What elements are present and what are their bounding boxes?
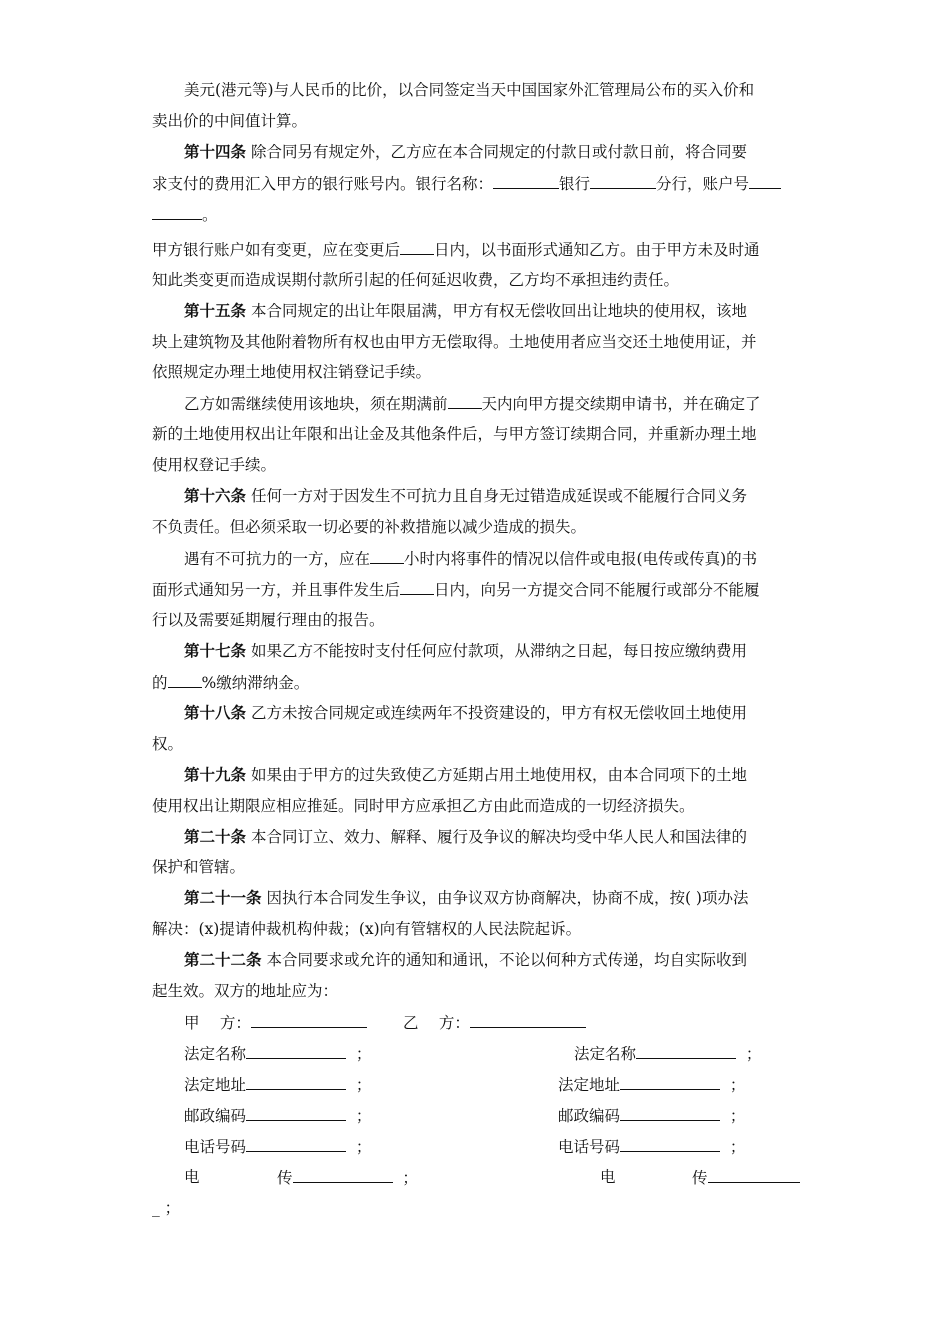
article-18: 第十八条 乙方未按合同规定或连续两年不投资建设的，甲方有权无偿收回土地使用 (184, 703, 747, 722)
blank-party-b (470, 1012, 586, 1028)
text-line: 美元(港元等)与人民币的比价，以合同签定当天中国国家外汇管理局公布的买入价和 (184, 81, 755, 99)
article-title: 第二十条 (184, 827, 247, 846)
article-20: 第二十条 本合同订立、效力、解释、履行及争议的解决均受中华人民人和国法律的 (184, 827, 747, 846)
fax-a-char1: 电 (184, 1168, 200, 1186)
article-title: 第十七条 (184, 641, 247, 660)
fax-b-char1: 电 (600, 1168, 616, 1186)
text-line: 使用权登记手续。 (152, 456, 277, 474)
article-title: 第十九条 (184, 765, 247, 784)
article-title: 第十六条 (184, 486, 247, 505)
blank-account-cont (152, 204, 202, 220)
text-line: 块上建筑物及其他附着物所有权也由甲方无偿取得。土地使用者应当交还土地使用证，并 (152, 333, 757, 351)
text-line: 权。 (152, 735, 184, 753)
blank-days (400, 239, 434, 255)
article-16: 第十六条 任何一方对于因发生不可抗力且自身无过错造成延误或不能履行合同义务 (184, 486, 747, 505)
postal-code-a: 邮政编码 ； (184, 1107, 372, 1125)
text-line: 。 (152, 204, 218, 225)
legal-name-b: 法定名称 ； (574, 1045, 762, 1063)
text-line: 使用权出让期限应相应推延。同时甲方应承担乙方由此而造成的一切经济损失。 (152, 797, 695, 815)
article-19: 第十九条 如果由于甲方的过失致使乙方延期占用土地使用权，由本合同项下的土地 (184, 765, 747, 784)
text-line: 面形式通知另一方，并且事件发生后 日内，向另一方提交合同不能履行或部分不能履 (152, 581, 760, 599)
postal-code-b: 邮政编码 ； (558, 1107, 746, 1125)
blank-days (400, 579, 434, 595)
article-17: 第十七条 如果乙方不能按时支付任何应付款项，从滞纳之日起，每日按应缴纳费用 (184, 641, 747, 660)
article-title: 第二十二条 (184, 950, 262, 969)
blank-hours (370, 548, 404, 564)
article-title: 第十五条 (184, 301, 247, 320)
text-line: 依照规定办理土地使用权注销登记手续。 (152, 363, 432, 381)
blank-party-a (251, 1012, 367, 1028)
text-line: 行以及需要延期履行理由的报告。 (152, 611, 385, 629)
text-line: 乙方如需继续使用该地块，须在期满前 天内向甲方提交续期申请书，并在确定了 (184, 395, 761, 413)
fax-a: 传 ； (277, 1169, 418, 1187)
text-line: 起生效。双方的地址应为： (152, 982, 339, 1000)
fax-b-cont: _ ； (152, 1199, 181, 1217)
text-line: 卖出价的中间值计算。 (152, 112, 308, 130)
text-line: 求支付的费用汇入甲方的银行账号内。银行名称： 银行 分行，账户号 (152, 173, 781, 194)
text-line: 不负责任。但必须采取一切必要的补救措施以减少造成的损失。 (152, 518, 587, 536)
article-15: 第十五条 本合同规定的出让年限届满，甲方有权无偿收回出让地块的使用权，该地 (184, 301, 747, 320)
party-a-row: 甲 方： (184, 1012, 367, 1033)
text-line: 遇有不可抗力的一方，应在 小时内将事件的情况以信件或电报(电传或传真)的书 (184, 550, 758, 568)
blank-percent (168, 672, 202, 688)
phone-b: 电话号码 ； (558, 1138, 746, 1156)
blank-branch (590, 173, 656, 189)
legal-address-a: 法定地址 ； (184, 1076, 372, 1094)
text-line: 知此类变更而造成误期付款所引起的任何延迟收费，乙方均不承担违约责任。 (152, 271, 680, 289)
text-line: 甲方银行账户如有变更，应在变更后 日内，以书面形式通知乙方。由于甲方未及时通 (152, 241, 760, 259)
article-21: 第二十一条 因执行本合同发生争议，由争议双方协商解决，协商不成，按( )项办法 (184, 888, 749, 907)
blank-account (749, 173, 781, 189)
legal-name-a: 法定名称 ； (184, 1045, 372, 1063)
article-title: 第十四条 (184, 142, 247, 161)
text-line: 解决：(x)提请仲裁机构仲裁；(x)向有管辖权的人民法院起诉。 (152, 920, 582, 938)
blank-days (448, 393, 482, 409)
article-14: 第十四条 除合同另有规定外，乙方应在本合同规定的付款日或付款日前，将合同要 (184, 142, 747, 161)
fax-b: 传 (692, 1167, 800, 1188)
text-line: 新的土地使用权出让年限和出让金及其他条件后，与甲方签订续期合同，并重新办理土地 (152, 425, 757, 443)
article-title: 第二十一条 (184, 888, 262, 907)
article-title: 第十八条 (184, 703, 247, 722)
party-b-row: 乙 方： (403, 1012, 586, 1033)
legal-address-b: 法定地址 ； (558, 1076, 746, 1094)
article-22: 第二十二条 本合同要求或允许的通知和通讯，不论以何种方式传递，均自实际收到 (184, 950, 747, 969)
text-line: 保护和管辖。 (152, 858, 246, 876)
text-line: 的 %缴纳滞纳金。 (152, 674, 310, 692)
blank-bank (493, 173, 559, 189)
phone-a: 电话号码 ； (184, 1138, 372, 1156)
